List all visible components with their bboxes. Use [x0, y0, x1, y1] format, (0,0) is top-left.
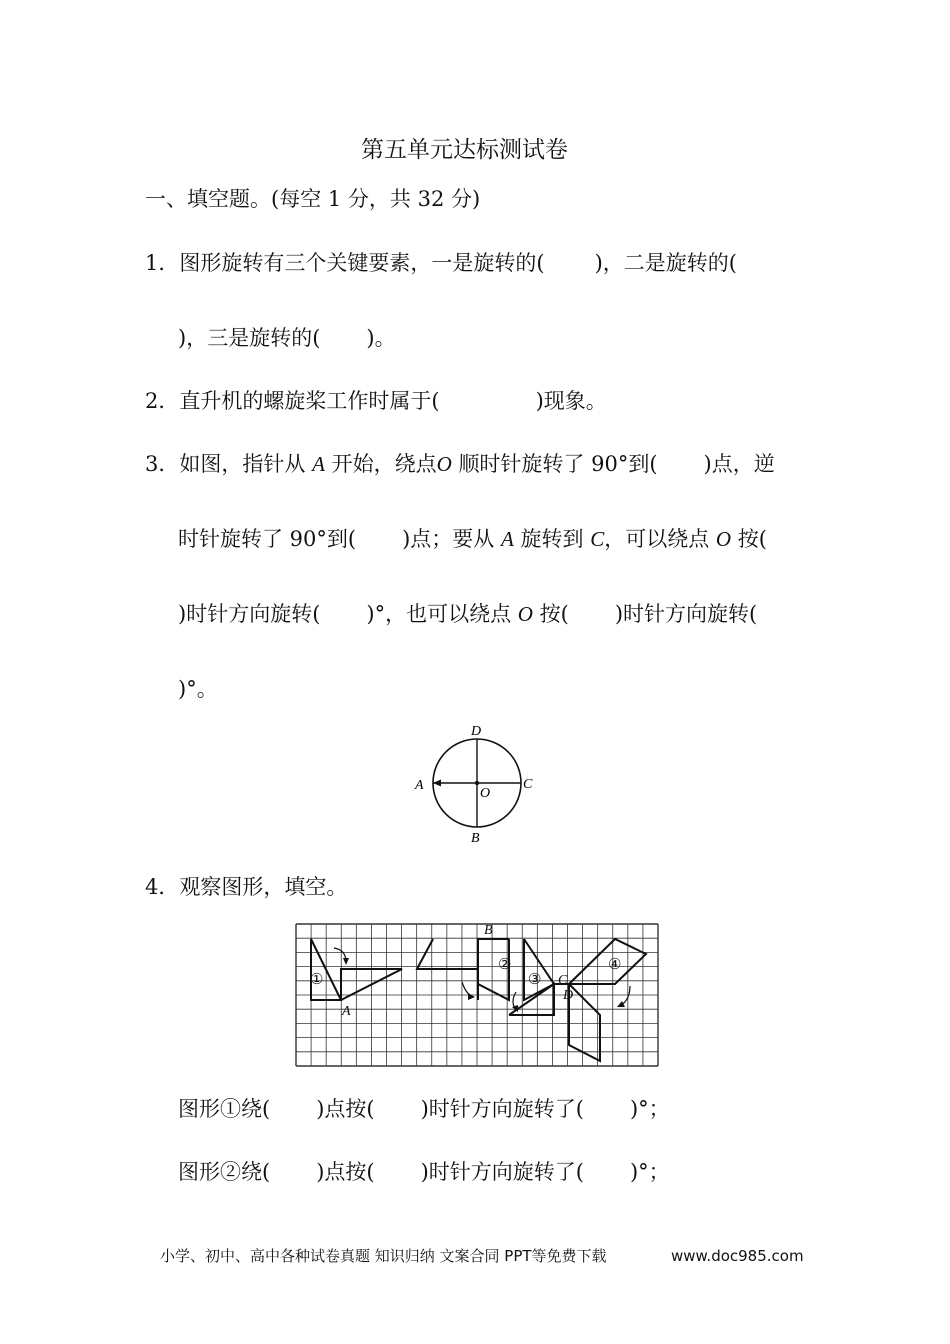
shapes: [311, 939, 646, 1061]
q3-text: )时针方向旋转(: [614, 602, 758, 626]
label-d: D: [471, 724, 482, 739]
q4-fill-text: )°；: [629, 1160, 670, 1184]
arrowhead-icon: [468, 993, 475, 1000]
question-number: 3．: [145, 452, 180, 476]
label-shape-1: ①: [310, 972, 324, 988]
q3-text: 顺时针旋转了 90°到(: [458, 452, 658, 476]
label-b: B: [471, 831, 480, 846]
question-1-line-1: [145, 250, 737, 276]
arrowhead-icon: [343, 958, 349, 965]
shape-4-rotated: [569, 984, 600, 1061]
circle-clock-figure: [405, 718, 555, 848]
question-2: [145, 388, 607, 414]
point-a-label: A: [312, 452, 325, 476]
q3-text: )点，逆: [703, 452, 775, 476]
q4-fill-text: 图形①绕(: [178, 1097, 271, 1121]
arrowhead-icon: [617, 1001, 625, 1007]
point-o-label: O: [436, 452, 452, 476]
q4-text: 观察图形，填空。: [179, 875, 348, 899]
q3-text: 按(: [737, 527, 767, 551]
q4-fill-text: )时针方向旋转了(: [420, 1160, 584, 1184]
q3-text: )°，也可以绕点: [366, 602, 512, 626]
q3-text: 开始，绕点: [331, 452, 437, 476]
q1-text: )，三是旋转的(: [178, 326, 321, 350]
q4-fill-line-2: [178, 1159, 670, 1185]
q3-text: 时针旋转了 90°到(: [178, 527, 357, 551]
point-a-label: A: [500, 527, 514, 551]
q4-fill-text: 图形②绕(: [178, 1160, 271, 1184]
q4-fill-text: )点按(: [316, 1160, 375, 1184]
q3-text: ，可以绕点: [604, 527, 710, 551]
section-heading: 一、填空题。(每空 1 分，共 32 分): [145, 187, 481, 211]
label-d: D: [563, 988, 574, 1003]
q3-text: )°。: [178, 677, 218, 701]
q2-text: )现象。: [535, 389, 607, 413]
shape-left-flat-part: [417, 939, 478, 969]
shape-3: [524, 939, 554, 1000]
q3-text: 旋转到: [520, 527, 584, 551]
page-title: 第五单元达标测试卷: [361, 137, 568, 163]
point-o-label: O: [517, 602, 533, 626]
q3-text: 如图，指针从: [179, 452, 306, 476]
rotation-arrow-icon: [462, 982, 472, 996]
label-c: C: [558, 973, 568, 988]
center-point: [475, 781, 479, 785]
q4-fill-text: )时针方向旋转了(: [420, 1097, 584, 1121]
q3-text: )点；要从: [402, 527, 495, 551]
pointer-arrowhead: [433, 780, 441, 787]
label-shape-4: ④: [608, 957, 622, 973]
q3-text: )时针方向旋转(: [178, 602, 321, 626]
question-number: 2．: [145, 389, 180, 413]
q2-text: 直升机的螺旋桨工作时属于(: [179, 389, 440, 413]
label-c: C: [523, 777, 533, 792]
footer-url[interactable]: www.doc985.com: [671, 1247, 804, 1265]
question-3-line-4: [178, 676, 218, 702]
q1-text: )。: [366, 326, 396, 350]
shape-3-rotated: [509, 984, 554, 1015]
question-4: [145, 874, 347, 900]
q4-fill-text: )°；: [629, 1097, 670, 1121]
q1-text: )，二是旋转的(: [594, 251, 737, 275]
label-shape-3: ③: [528, 972, 542, 988]
question-number: 4．: [145, 875, 180, 899]
question-number: 1．: [145, 251, 180, 275]
q4-fill-text: )点按(: [316, 1097, 375, 1121]
rotation-grid-figure: [290, 918, 664, 1072]
label-o: O: [480, 786, 491, 801]
q1-text: 图形旋转有三个关键要素，一是旋转的(: [179, 251, 545, 275]
label-b: B: [484, 923, 493, 938]
question-3-line-1: [145, 451, 775, 477]
q4-fill-line-1: [178, 1096, 670, 1122]
label-shape-2: ②: [498, 957, 512, 973]
question-3-line-3: [178, 601, 757, 627]
point-c-label: C: [590, 527, 605, 551]
q3-text: 按(: [539, 602, 569, 626]
label-a: A: [415, 778, 424, 793]
question-3-line-2: [178, 526, 767, 552]
point-o-label: O: [715, 527, 732, 551]
label-a: A: [342, 1004, 351, 1019]
question-1-line-2: [178, 325, 396, 351]
footer-left: 小学、初中、高中各种试卷真题 知识归纳 文案合同 PPT等免费下载: [160, 1247, 607, 1265]
